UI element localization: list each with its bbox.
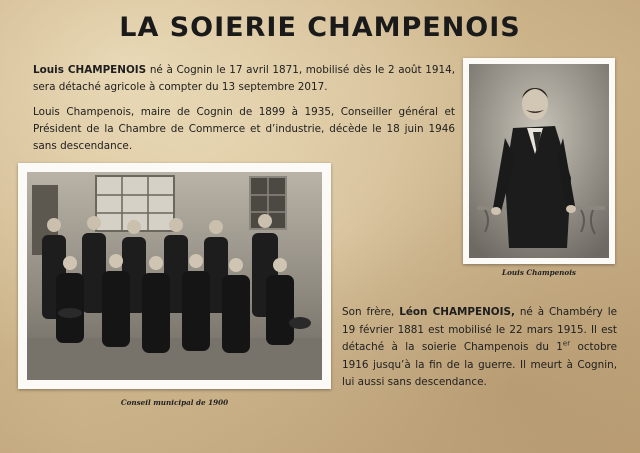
page-title: LA SOIERIE CHAMPENOIS (119, 12, 521, 43)
brother-text-2: octobre 1916 jusqu’à la fin de la guerre. Il meurt à Cognin, lui aussi sans descendance. (342, 341, 617, 388)
portrait-image (463, 58, 615, 264)
intro-name: Louis CHAMPENOIS (33, 64, 147, 76)
group-caption: Conseil municipal de 1900 (120, 398, 229, 407)
bio-paragraph: Louis Champenois, maire de Cognin de 1899 à 1935, Conseiller général et Président de la Chambre de Commerce et d’industrie, décède le 18 juin 1946 sans descendance. (33, 106, 455, 152)
group-image (18, 163, 331, 389)
intro-paragraph (33, 62, 455, 96)
brother-name: Léon CHAMPENOIS, (399, 306, 515, 318)
portrait-caption: Louis Champenois (502, 268, 576, 277)
group-photo (18, 163, 331, 389)
brother-text-1: né à Chambéry le 19 février 1881 est mobilisé le 22 mars 1915. Il est détaché à la soierie Champenois du 1 (342, 306, 617, 353)
portrait-photo (463, 58, 615, 264)
brother-paragraph (342, 304, 617, 392)
intro-text: né à Cognin le 17 avril 1871, mobilisé dès le 2 août 1914, sera détaché agricole à compter du 13 septembre 2017. (33, 64, 455, 93)
brother-superscript: er (562, 339, 571, 348)
brother-lead: Son frère, (342, 306, 400, 318)
